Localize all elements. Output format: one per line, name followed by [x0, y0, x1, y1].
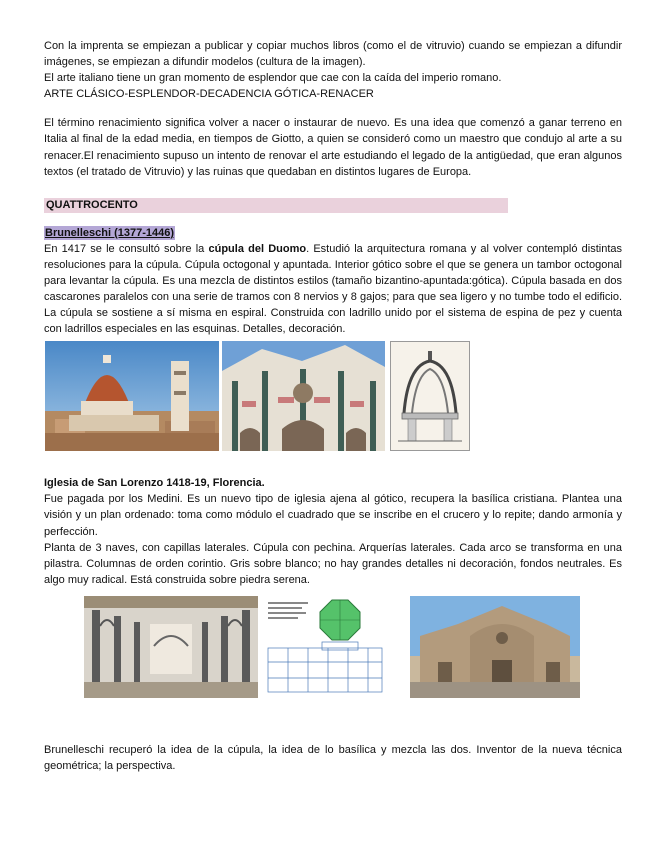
- brunelleschi-heading: Brunelleschi (1377-1446): [45, 226, 175, 239]
- brunelleschi-paragraph: [44, 241, 622, 338]
- san-lorenzo-paragraph-2: Planta de 3 naves, con capillas laterales. Cúpula con pechina. Arquerías laterales. Cada arco se transforma en una pilastra. Columnas de orden corintio. Gris sobre blanco; no hay grandes detalles ni decoración, fondos neutrales. Es algo muy radical. Está construida sobre piedra serena.: [44, 541, 622, 586]
- intro-paragraph-2: El arte italiano tiene un gran momento de esplendor que cae con la caída del imperio romano.: [44, 72, 502, 85]
- san-lorenzo-image-row: [44, 596, 622, 698]
- brunelleschi-text-bold: cúpula del Duomo: [208, 242, 307, 255]
- dome-section-drawing: [390, 341, 470, 451]
- san-lorenzo-exterior-image: [410, 596, 580, 698]
- closing-paragraph: Brunelleschi recuperó la idea de la cúpula, la idea de lo basílica y mezcla las dos. Inventor de la nueva técnica geométrica; la perspectiva.: [44, 743, 622, 772]
- duomo-exterior-image: [45, 341, 219, 451]
- san-lorenzo-paragraph-1: Fue pagada por los Medini. Es un nuevo tipo de iglesia ajena al gótico, recupera la basílica cristiana. Plantea una visión y un plan ordenado: toma como módulo el cuadrado que se inscribe en el crucero y lo repite; dando armonía y perfección.: [44, 493, 622, 538]
- intro-paragraph-4: El término renacimiento significa volver a nacer o instaurar de nuevo. Es una idea que comenzó a ganar terreno en Italia al final de la edad media, en tiempos de Giotto, a quien se consideró como un maestro que condujo al arte a su renacer.El renacimiento supuso un intento de renovar el arte estudiando el legado de la antigüedad, que eran algunos textos (el tratado de Vitruvio) y las ruinas que quedaban en distintos lugares de Europa.: [44, 117, 622, 178]
- san-lorenzo-heading: Iglesia de San Lorenzo 1418-19, Florencia.: [44, 477, 265, 490]
- brunelleschi-text-before: En 1417 se le consultó sobre la: [44, 242, 209, 255]
- san-lorenzo-plan-image: [264, 596, 386, 698]
- brunelleschi-text-after: . Estudió la arquitectura romana y al volver contempló distintas resoluciones para la cúpula. Cúpula octogonal y apuntada. Interior gótico sobre el que se genera un tambor octogonal para levantar la cúpula. Es una mezcla de distintos estilos (tamaño bizantino-apuntada:gótica). Cúpula basada en dos cascarones paralelos con una serie de tramos con 8 nervios y 8 gajos; para que sea ligero y no tumbe todo el edificio. La cúpula se sostiene a sí misma en espiral. Construida con ladrillo unido por el sistema de espina de pez y cuenta con ladrillos especiales en las esquinas. Detalles, decoración.: [44, 242, 622, 336]
- san-lorenzo-interior-image: [84, 596, 258, 698]
- duomo-facade-image: [222, 341, 385, 451]
- intro-paragraph-3: ARTE CLÁSICO-ESPLENDOR-DECADENCIA GÓTICA-RENACER: [44, 88, 374, 101]
- duomo-image-row: [44, 341, 622, 451]
- section-title-bar: QUATTROCENTO: [44, 198, 508, 213]
- intro-paragraph-1: Con la imprenta se empiezan a publicar y copiar muchos libros (como el de vitruvio) cuando se empiezan a difundir imágenes, se empiezan a difundir modelos (cultura de la imagen).: [44, 40, 622, 69]
- document-page: [44, 38, 622, 774]
